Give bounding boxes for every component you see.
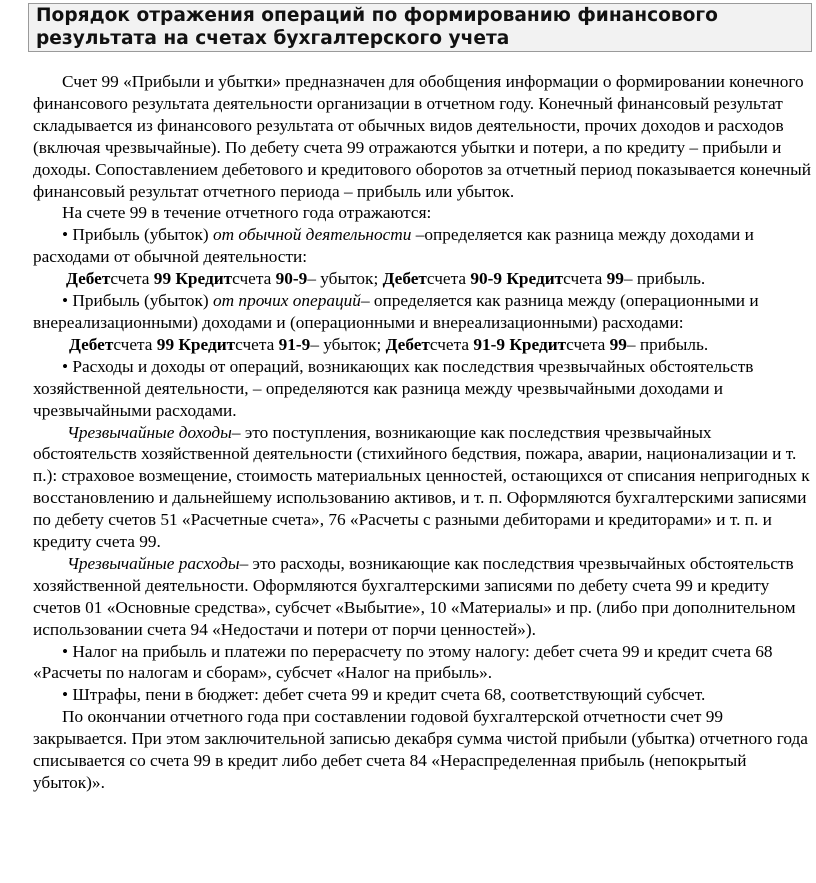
- entry-account: 99: [153, 269, 172, 289]
- emphasis-text: от прочих операций: [212, 291, 361, 311]
- title-box: [28, 3, 812, 52]
- paragraph-extraordinary-expenses: [33, 553, 813, 641]
- page-title-line-2: результата на счетах бухгалтерского учета: [36, 27, 510, 49]
- bullet-extraordinary: • Расходы и доходы от операций, возникающих как последствия чрезвычайных обстоятельств хозяйственной деятельности, – определяются как разница между чрезвычайными доходами и чрезвычайными расходами.: [33, 356, 754, 420]
- bullet-text: • Прибыль (убыток): [62, 291, 213, 311]
- entry-text: счета: [566, 334, 610, 354]
- entry-account: 99: [609, 334, 627, 354]
- entry-debit: Дебет: [66, 269, 111, 289]
- emphasis-text: от обычной деятельности: [212, 225, 412, 245]
- document-body: [33, 71, 813, 794]
- entry-credit: Кредит: [171, 269, 233, 289]
- entry-text: – прибыль.: [623, 269, 706, 289]
- paragraph-year-end: По окончании отчетного года при составлении годовой бухгалтерской отчетности счет 99 закрывается. При этом заключительной записью декабря сумма чистой прибыли (убытка) отчетного года списывается со счета 99 в кредит либо дебет счета 84 «Нераспределенная прибыль (непокрытый убыток)».: [33, 707, 808, 792]
- emphasis-text: Чрезвычайные расходы: [67, 553, 240, 573]
- entry-text: счета: [113, 334, 157, 354]
- paragraph-list-lead: На счете 99 в течение отчетного года отражаются:: [62, 203, 432, 223]
- paragraph-extraordinary-income: [33, 422, 813, 553]
- entry-account: 99: [606, 269, 624, 289]
- entry-text: счета: [426, 269, 471, 289]
- entry-account: 90-9: [470, 269, 503, 289]
- entry-text: счета: [563, 269, 607, 289]
- entry-text: – убыток;: [310, 334, 386, 354]
- entry-credit: Кредит: [505, 334, 567, 354]
- entry-account: 91-9: [278, 334, 311, 354]
- entry-account: 99: [156, 334, 175, 354]
- bullet-text: –определяется как разница между доходами и расходами от обычной деятельности:: [33, 225, 754, 267]
- bullet-income-tax: • Налог на прибыль и платежи по перерасчету по этому налогу: дебет счета 99 и кредит счета 68 «Расчеты по налогам и сборам», субсчет «Налог на прибыль».: [33, 641, 773, 683]
- entry-credit: Кредит: [502, 269, 564, 289]
- entry-text: – прибыль.: [626, 334, 709, 354]
- paragraph-intro: Счет 99 «Прибыли и убытки» предназначен для обобщения информации о формировании конечного финансового результата деятельности организации в отчетном году. Конечный финансовый результат складывается из финансового результата от обычных видов деятельности, прочих доходов и расходов (включая чрезвычайные). По дебету счета 99 отражаются убытки и потери, а по кредиту – прибыли и доходы. Сопоставлением дебетового и кредитового оборотов за отчетный период показывается конечный финансовый результат отчетного периода – прибыль или убыток.: [33, 72, 812, 201]
- bullet-other-operations: [33, 290, 813, 334]
- entry-account: 91-9: [473, 334, 506, 354]
- entry-text: счета: [235, 334, 279, 354]
- page-title-line-1: Порядок отражения операций по формированию финансового: [36, 5, 718, 26]
- bullet-ordinary-activity: [33, 224, 813, 268]
- entry-debit: Дебет: [385, 334, 430, 354]
- entry-text: – убыток;: [307, 269, 383, 289]
- entry-debit: Дебет: [69, 334, 114, 354]
- accounting-entry-91: [33, 334, 813, 356]
- bullet-fines: • Штрафы, пени в бюджет: дебет счета 99 и кредит счета 68, соответствующий субсчет.: [62, 685, 706, 705]
- paragraph-text: – это поступления, возникающие как последствия чрезвычайных обстоятельств хозяйственной деятельности (стихийного бедствия, пожара, аварии, национализации и т. п.): страховое возмещение, стоимость материальных ценностей, остающихся от списания непригодных к восстановлению и дальнейшему использованию активов, и т. п. Оформляются бухгалтерскими записями по дебету счетов 51 «Расчетные счета», 76 «Расчеты с разными дебиторами и кредиторами» и т. п. и кредиту счета 99.: [33, 422, 810, 552]
- entry-credit: Кредит: [174, 334, 236, 354]
- entry-debit: Дебет: [382, 269, 427, 289]
- entry-account: 90-9: [275, 269, 308, 289]
- paragraph-text: – это расходы, возникающие как последствия чрезвычайных обстоятельств хозяйственной деятельности. Оформляются бухгалтерскими записями по дебету счета 99 и кредиту счетов 01 «Основные средства», субсчет «Выбытие», 10 «Материалы» и пр. (либо при дополнительном использовании счета 94 «Недостачи и потери от порчи ценностей»).: [33, 553, 796, 639]
- bullet-text: • Прибыль (убыток): [62, 225, 213, 245]
- bullet-text: – определяется как разница между (операционными и внереализационными) доходами и (операционными и внереализационными) расходами:: [33, 291, 759, 332]
- accounting-entry-90: [33, 268, 813, 290]
- entry-text: счета: [232, 269, 276, 289]
- entry-text: счета: [110, 269, 154, 289]
- entry-text: счета: [429, 334, 474, 354]
- emphasis-text: Чрезвычайные доходы: [67, 422, 232, 442]
